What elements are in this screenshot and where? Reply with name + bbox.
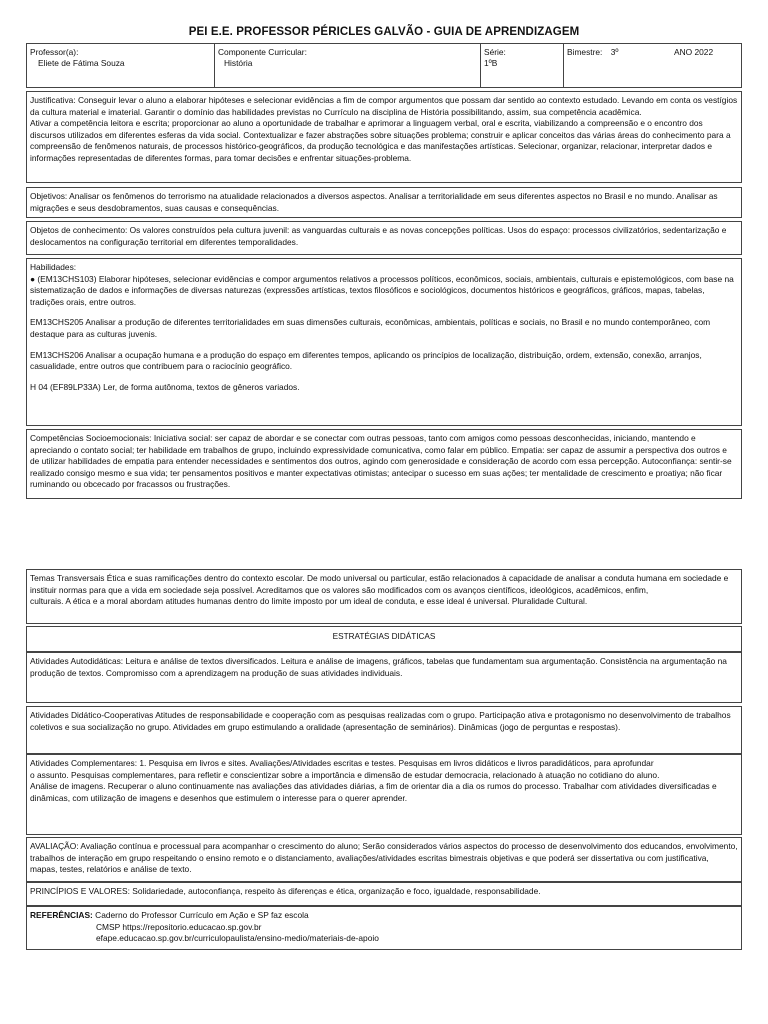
referencias-label: REFERÊNCIAS: bbox=[30, 910, 93, 920]
objetivos-section bbox=[26, 187, 742, 218]
serie-cell bbox=[481, 44, 564, 87]
complementares-paragraph: o assunto. Pesquisas complementares, para refletir e conscientizar sobre a importância e dimensão de estudar democracia, relacionado à atuação no cotidiano do aluno. bbox=[30, 769, 660, 780]
complementares-paragraph: Atividades Complementares: 1. Pesquisa em livros e sites. Avaliações/Atividades escritas e testes. Pesquisas em livros didáticos e livros paradidáticos, para aprofundar bbox=[30, 758, 654, 768]
serie-value: 1ºB bbox=[484, 58, 498, 68]
temas-paragraph: culturais. A ética e a moral abordam atitudes humanas dentro do limite imposto por um ideal de conduta, e esse ideal é universal. Pluralidade Cultural. bbox=[30, 596, 588, 607]
justificativa-section bbox=[26, 91, 742, 183]
habilidade-item: EM13CHS205 Analisar a produção de diferentes territorialidades em suas dimensões culturais, econômicas, ambientais, políticas e sociais, no Brasil e no mundo contemporâneo, com destaque para as culturas juvenis. bbox=[30, 317, 711, 339]
principios-section bbox=[26, 882, 742, 906]
professor-cell bbox=[27, 44, 215, 87]
principios-text: PRINCÍPIOS E VALORES: Solidariedade, autoconfiança, respeito às diferenças e ética, organização e foco, igualdade, responsabilidade. bbox=[30, 886, 541, 896]
bimestre-label: Bimestre: bbox=[567, 47, 603, 57]
habilidade-item: H 04 (EF89LP33A) Ler, de forma autônoma, textos de gêneros variados. bbox=[30, 381, 300, 392]
competencias-text: Competências Socioemocionais: Iniciativa social: ser capaz de abordar e se conectar com outras pessoas, tanto com amigos como pessoas desconhecidas, iniciando, mantendo e apreciando o contato social; ter habilidade em trabalhos de grupo, incluindo expressividade comunicativa, como falar em público. Empatia: ser capaz de assumir a perspectiva dos outros e de utilizar habilidades de empatia para entender necessidades e sentimentos dos outros, agindo com generosidade e consideração de acordo com essa percepção. Autoconfiança: sentir-se realizado consigo mesmo e sua vida; ter pensamentos positivos e manter expectativas otimistas; antecipar o sucesso em suas ações; ter mentalidade de crescimento e proatiya; não ficar ruminando ou obcecado por fracassos ou frustrações. bbox=[30, 433, 732, 490]
professor-label: Professor(a): bbox=[30, 47, 79, 57]
complementares-paragraph: Análise de imagens. Recuperar o aluno continuamente nas avaliações das atividades diárias, a fim de orientar dia a dia os rumos do processo. Trabalhar com atividades diversificadas e dinâmicas, com utilização de imagens e desenhos que estimulem o interesse para o querer aprender. bbox=[30, 781, 717, 803]
componente-label: Componente Curricular: bbox=[218, 47, 307, 57]
ano-label: ANO 2022 bbox=[674, 47, 714, 57]
referencias-line: CMSP https://repositorio.educacao.sp.gov.br bbox=[96, 921, 262, 932]
competencias-section bbox=[26, 429, 742, 499]
referencias-line: Caderno do Professor Currículo em Ação e SP faz escola bbox=[95, 910, 309, 920]
justificativa-paragraph: Justificativa: Conseguir levar o aluno a elaborar hipóteses e selecionar evidências a fim de compor argumentos que possam dar sentido ao contexto estudado. Levando em conta os vestígios da cultura material e imaterial. Garantir o domínio das habilidades previstas no Currículo na disciplina de História possibilitando, assim, sua competência acadêmica. bbox=[30, 95, 738, 117]
habilidades-label: Habilidades: bbox=[30, 262, 77, 272]
bimestre-cell bbox=[564, 44, 741, 87]
referencias-line: efape.educacao.sp.gov.br/curriculopaulista/ensino-medio/materiais-de-apoio bbox=[96, 933, 379, 944]
estrategias-heading: ESTRATÉGIAS DIDÁTICAS bbox=[26, 626, 742, 652]
professor-name: Eliete de Fátima Souza bbox=[38, 58, 125, 68]
bimestre-value: 3º bbox=[610, 47, 619, 57]
page-title: PEI E.E. PROFESSOR PÉRICLES GALVÃO - GUIA DE APRENDIZAGEM bbox=[188, 26, 580, 38]
didatico-cooperativas-section bbox=[26, 706, 742, 754]
habilidade-item: ● (EM13CHS103) Elaborar hipóteses, selecionar evidências e compor argumentos relativos a processos políticos, econômicos, sociais, ambientais, culturais e epistemológicos, com base na sistematização de dados e informações de diversas naturezas (expressões artísticas, textos filosóficos e sociológicos, documentos históricos e geográficos, gráficos, mapas, tabelas, tradições orais, entre outros. bbox=[30, 273, 734, 307]
serie-label: Série: bbox=[484, 47, 506, 57]
componente-value: História bbox=[224, 58, 253, 68]
header-table bbox=[26, 43, 742, 88]
objetos-conhecimento-section bbox=[26, 221, 742, 255]
autodidaticas-section bbox=[26, 652, 742, 703]
justificativa-paragraph: Ativar a competência leitora e escrita; proporcionar ao aluno a oportunidade de trabalhar e aprimorar a linguagem verbal, oral e escrita, viabilizando a compreensão e o encontro dos discursos utilizados em diferentes esferas da vida social. Contextualizar e fazer abstrações sobre situações problema; construir e aplicar conceitos das várias áreas do conhecimento para a compreensão de fenômenos naturais, de processos histórico-geográficos, da produção tecnológica e das manifestações artísticas. Selecionar, organizar, relacionar, interpretar dados e informações representadas de diferentes formas, para tomar decisões e enfrentar situações-problema. bbox=[30, 118, 731, 163]
objetivos-text: Objetivos: Analisar os fenômenos do terrorismo na atualidade relacionados a diversos aspectos. Analisar a territorialidade em seus diferentes aspectos no Brasil e no mundo. Analisar as migrações e seus desdobramentos, suas causas e consequências. bbox=[30, 191, 718, 213]
avaliacao-text: AVALIAÇÃO: Avaliação contínua e processual para acompanhar o crescimento do aluno; Serão considerados vários aspectos do processo de desenvolvimento dos educandos, envolvimento, trabalhos de interação em grupo respeitando o ensino remoto e o distanciamento, avaliações/atividades escritas bimestrais objetivas e que poderá ser dissertativa ou com justificativa, mapas, testes, relatórios e análise de texto. bbox=[30, 841, 738, 875]
temas-paragraph: Temas Transversais Ética e suas ramificações dentro do contexto escolar. De modo universal ou particular, estão relacionados à capacidade de analisar a conduta humana em sociedade e instituir normas para que a vida em sociedade seja possível. Acreditamos que os valores são modificados com os avanços científicos, ideológicos, acadêmicos, enfim, bbox=[30, 573, 729, 595]
objetos-conhecimento-text: Objetos de conhecimento: Os valores construídos pela cultura juvenil: as vanguardas culturais e as novas concepções políticas. Usos do espaço: processos civilizatórios, sedentarização e deslocamentos na configuração territorial em diferentes temporalidades. bbox=[30, 225, 727, 247]
didatico-cooperativas-text: Atividades Didático-Cooperativas Atitudes de responsabilidade e cooperação com as pesquisas realizadas com o grupo. Participação ativa e protagonismo no desenvolvimento de trabalhos coletivos e sua socialização no grupo. Atividades em grupo estimulando a oralidade (apresentação de seminários). Dinâmicas (jogo de perguntas e respostas). bbox=[30, 710, 731, 732]
avaliacao-section bbox=[26, 837, 742, 882]
componente-cell bbox=[215, 44, 481, 87]
temas-section bbox=[26, 569, 742, 624]
habilidades-section bbox=[26, 258, 742, 426]
habilidade-item: EM13CHS206 Analisar a ocupação humana e a produção do espaço em diferentes tempos, aplicando os princípios de localização, distribuição, ordem, extensão, conexão, arranjos, casualidade, entre outros que contribuem para o raciocínio geográfico. bbox=[30, 349, 702, 372]
autodidaticas-text: Atividades Autodidáticas: Leitura e análise de textos diversificados. Leitura e análise de imagens, gráficos, tabelas que fundamentam sua argumentação. Consistência na argumentação na produção de textos. Compromisso com a aprendizagem na produção de suas atividades individuais. bbox=[30, 656, 727, 678]
complementares-section bbox=[26, 754, 742, 835]
referencias-section bbox=[26, 906, 742, 950]
